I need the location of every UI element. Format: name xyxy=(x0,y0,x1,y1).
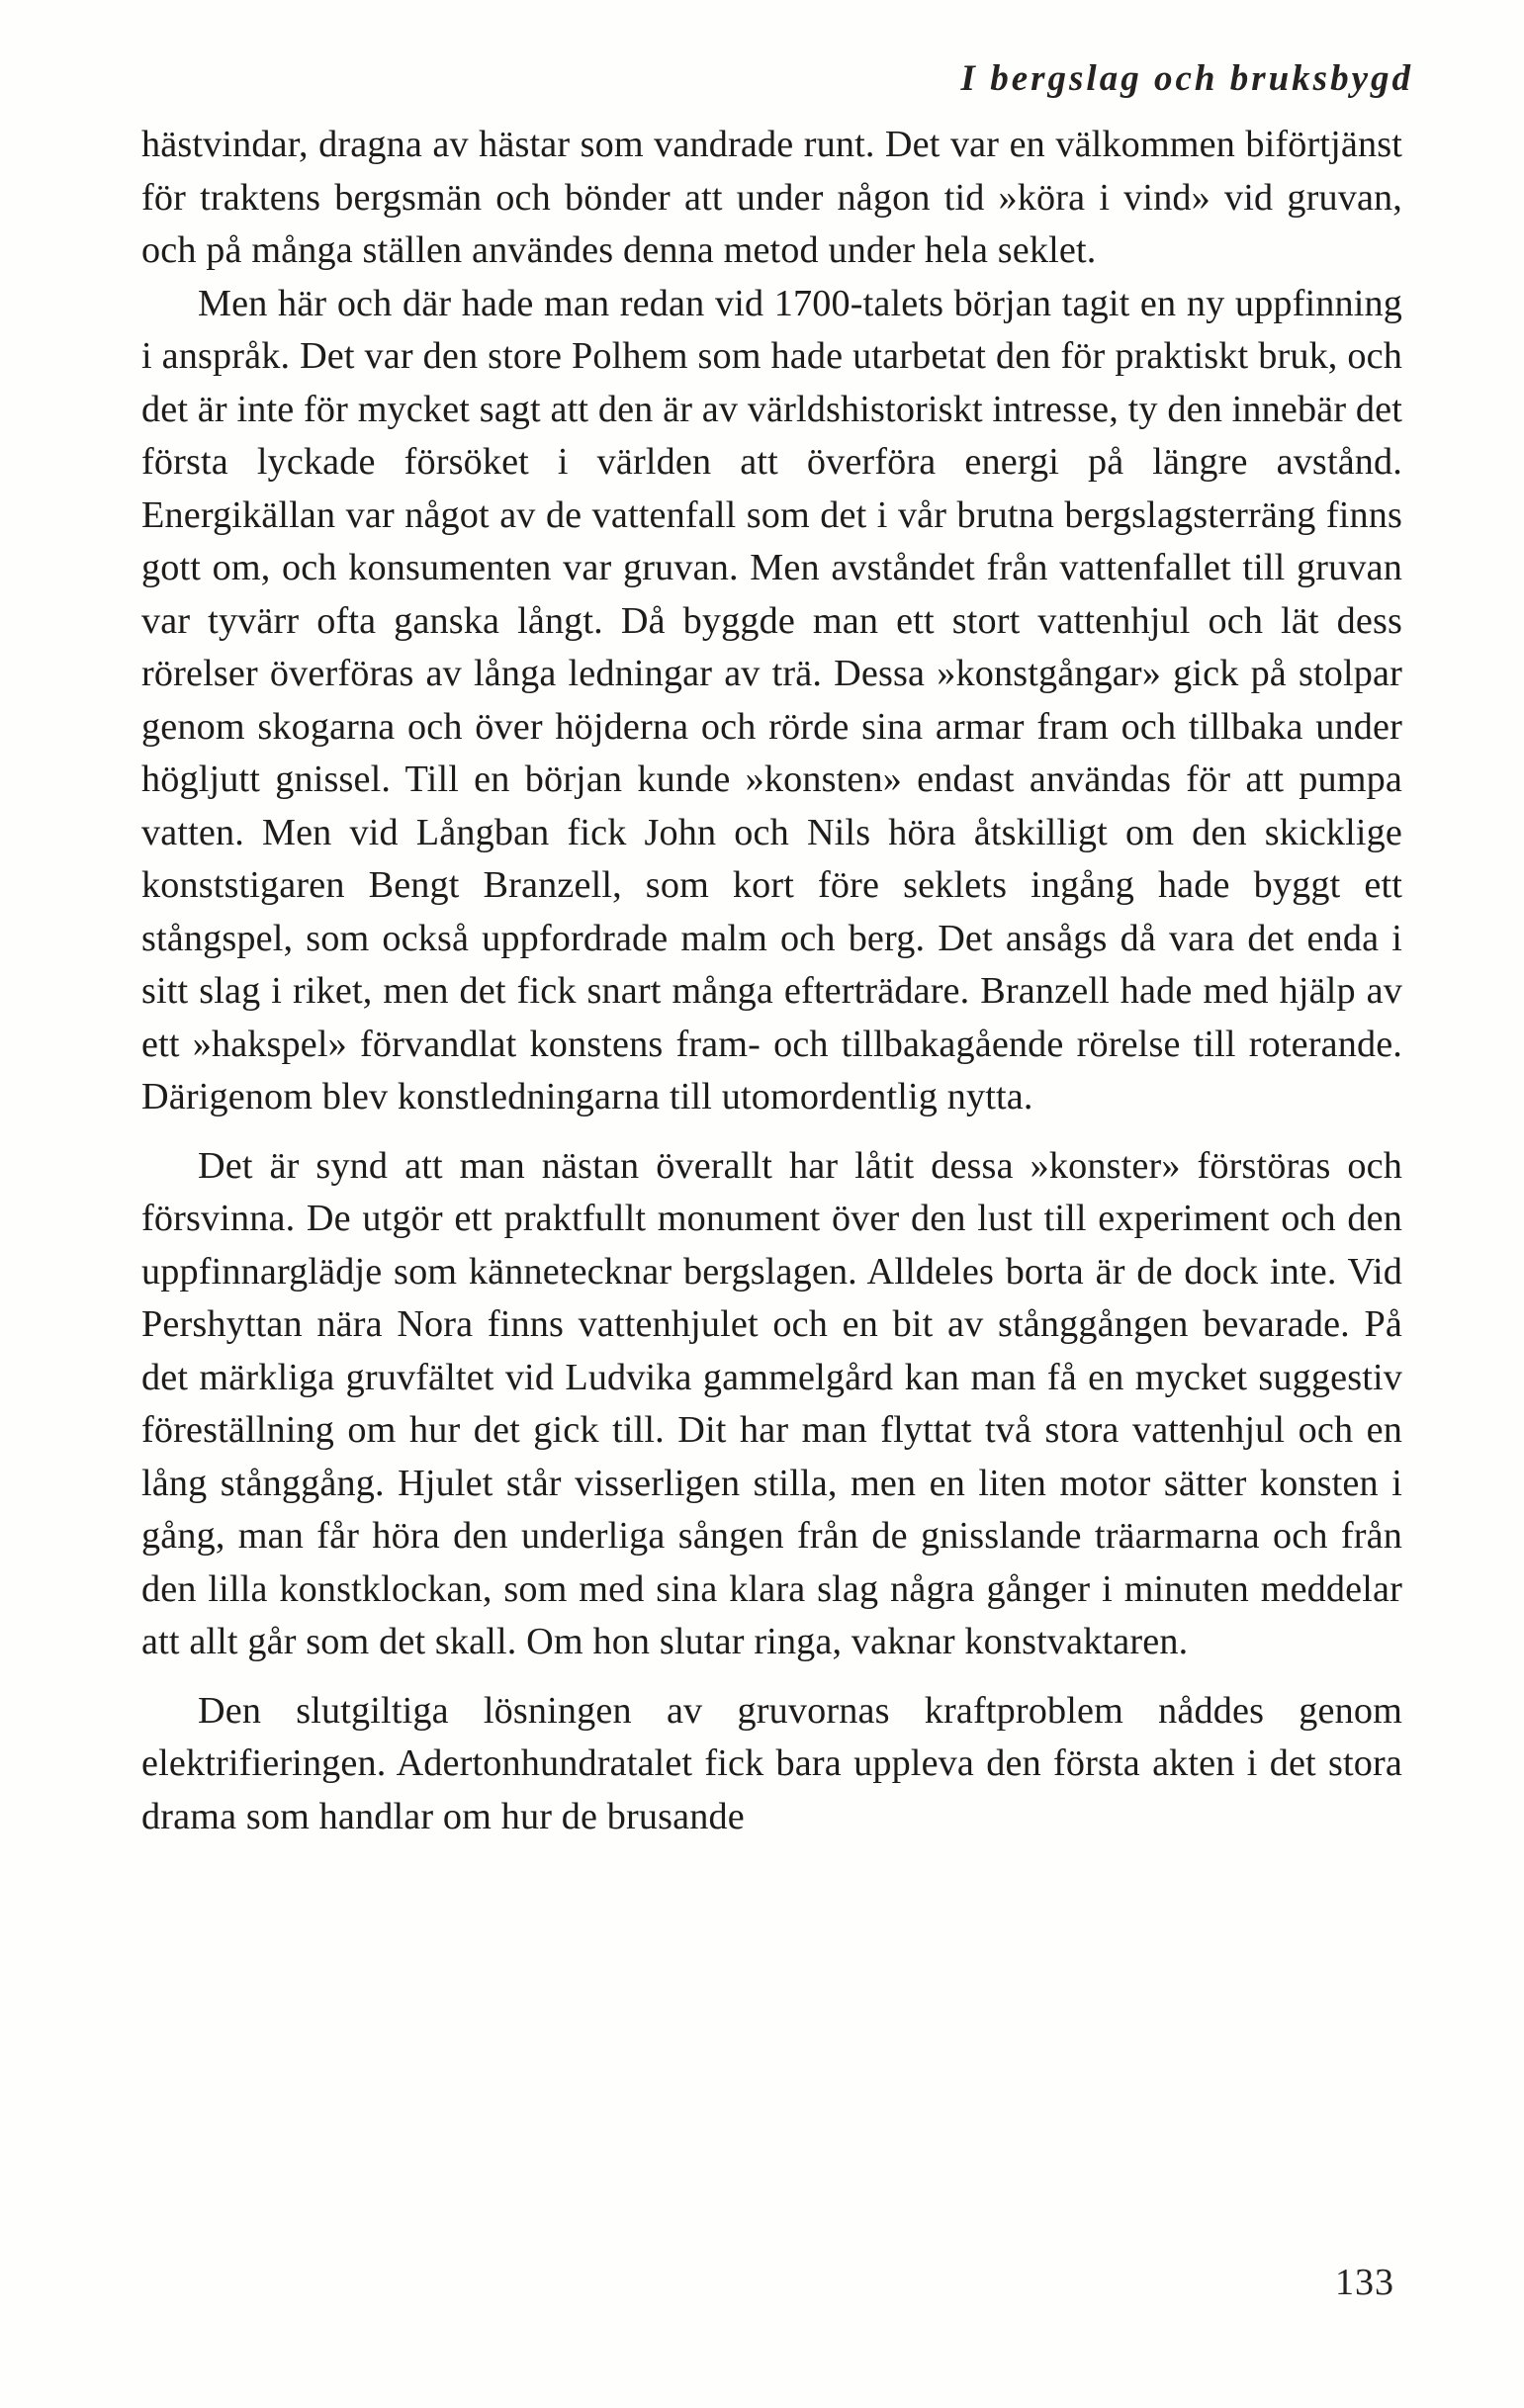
paragraph-2: Men här och där hade man redan vid 1700-talets början tagit en ny uppfinning i anspråk. Det var den store Polhem som hade utarbetat den för praktiskt bruk, och det är inte för mycket sagt att den är av världshistoriskt intresse, ty den innebär det första lyckade försöket i världen att överföra energi på längre avstånd. Energikällan var något av de vattenfall som det i vår brutna bergslagsterräng finns gott om, och konsumenten var gruvan. Men avståndet från vattenfallet till gruvan var tyvärr ofta ganska långt. Då byggde man ett stort vattenhjul och lät dess rörelser överföras av långa ledningar av trä. Dessa »konstgångar» gick på stolpar genom skogarna och över höjderna och rörde sina armar fram och tillbaka under högljutt gnissel. Till en början kunde »konsten» endast användas för att pumpa vatten. Men vid Långban fick John och Nils höra åtskilligt om den skicklige konststigaren Bengt Branzell, som kort före seklets ingång hade byggt ett stångspel, som också uppfordrade malm och berg. Det ansågs då vara det enda i sitt slag i riket, men det fick snart många efterträdare. Branzell hade med hjälp av ett »hakspel» förvandlat konstens fram- och tillbakagående rörelse till roterande. Därigenom blev konstledningarna till utomordentlig nytta. xyxy=(141,282,1402,1117)
page-number: 133 xyxy=(1335,2262,1394,2303)
body-text xyxy=(141,119,1402,1843)
paragraph-1: hästvindar, dragna av hästar som vandrade runt. Det var en välkommen biförtjänst för traktens bergsmän och bönder att under någon tid »köra i vind» vid gruvan, och på många ställen användes denna metod under hela seklet. xyxy=(141,124,1402,271)
paragraph-3: Det är synd att man nästan överallt har låtit dessa »konster» förstöras och försvinna. De utgör ett praktfullt monument över den lust till experiment och den uppfinnarglädje som kännetecknar bergslagen. Alldeles borta är de dock inte. Vid Pershyttan nära Nora finns vattenhjulet och en bit av stånggången bevarade. På det märkliga gruvfältet vid Ludvika gammelgård kan man få en mycket suggestiv föreställning om hur det gick till. Dit har man flyttat två stora vattenhjul och en lång stånggång. Hjulet står visserligen stilla, men en liten motor sätter konsten i gång, man får höra den underliga sången från de gnisslande träarmarna och från den lilla konstklockan, som med sina klara slag några gånger i minuten meddelar att allt går som det skall. Om hon slutar ringa, vaknar konstvaktaren. xyxy=(141,1144,1402,1662)
paragraph-4: Den slutgiltiga lösningen av gruvornas kraftproblem nåddes genom elektrifieringen. Adertonhundratalet fick bara uppleva den första akten i det stora drama som handlar om hur de brusande xyxy=(141,1689,1402,1837)
running-head: I bergslag och bruksbygd xyxy=(960,58,1413,99)
